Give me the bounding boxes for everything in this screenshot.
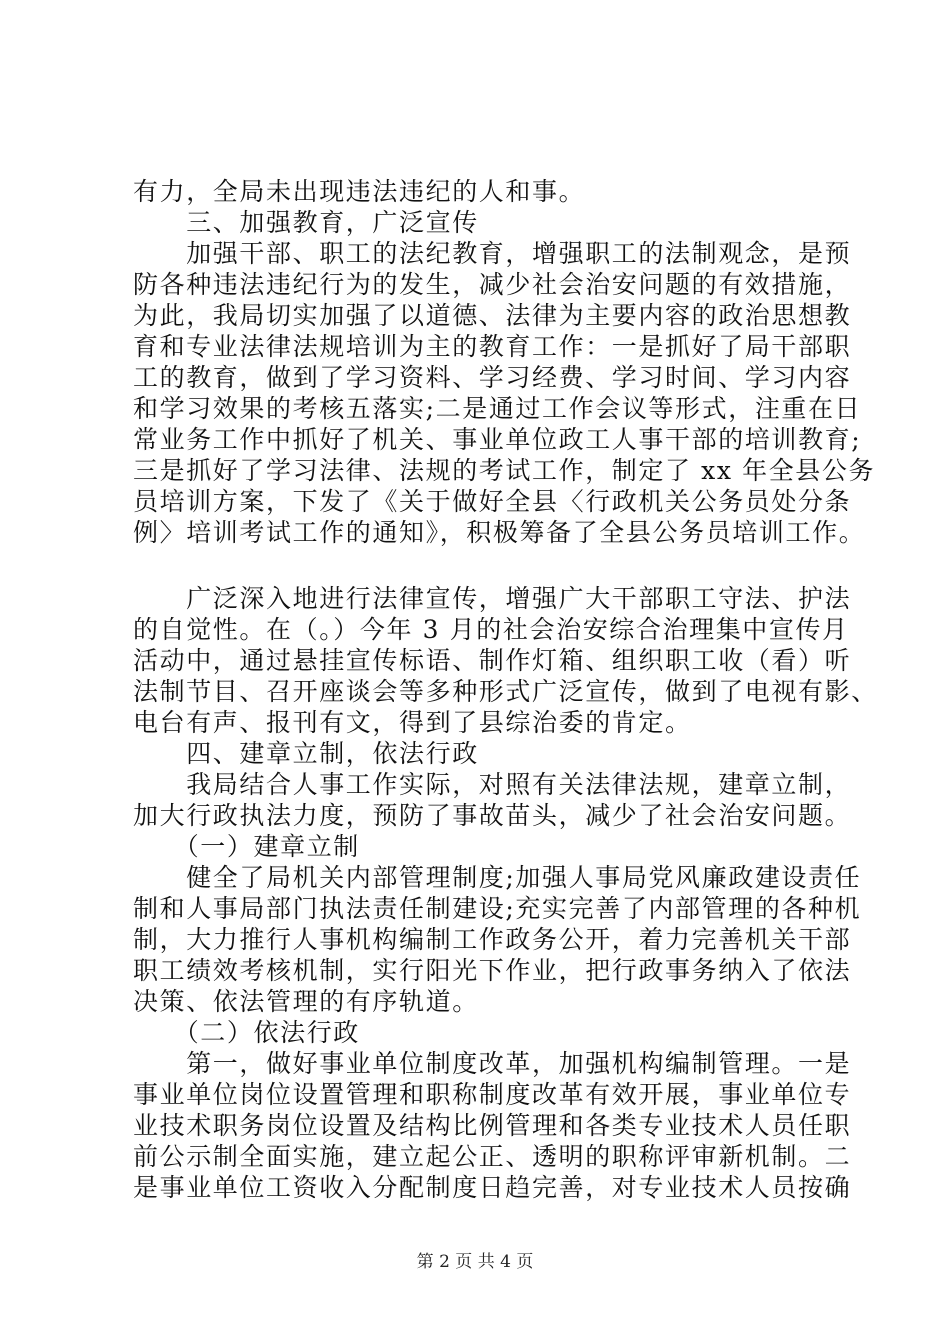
text-line: 第一，做好事业单位制度改革，加强机构编制管理。一是: [133, 1049, 852, 1078]
paragraph-gap: [133, 548, 845, 583]
page-footer: 第 2 页 共 4 页: [416, 1252, 534, 1272]
text-line: 健全了局机关内部管理制度;加强人事局党风廉政建设责任: [133, 863, 862, 892]
text-line: 的自觉性。在（。）今年 3 月的社会治安综合治理集中宣传月: [133, 615, 849, 644]
text-line: 四、建章立制，依法行政: [133, 739, 479, 768]
text-line: （二）依法行政: [133, 1018, 360, 1047]
text-line: 三是抓好了学习法律、法规的考试工作，制定了 xx 年全县公务: [133, 456, 876, 485]
text-line: 法制节目、召开座谈会等多种形式广泛宣传，做到了电视有影、: [133, 677, 878, 706]
text-line: （一）建章立制: [133, 832, 360, 861]
text-line: 防各种违法违纪行为的发生，减少社会治安问题的有效措施，: [133, 270, 852, 299]
text-line: 事业单位岗位设置管理和职称制度改革有效开展，事业单位专: [133, 1080, 852, 1109]
text-line: 三、加强教育，广泛宣传: [133, 208, 479, 237]
text-line: 例〉培训考试工作的通知》，积极筹备了全县公务员培训工作。: [133, 518, 866, 547]
text-line: 和学习效果的考核五落实;二是通过工作会议等形式，注重在日: [133, 394, 862, 423]
text-line: 广泛深入地进行法律宣传，增强广大干部职工守法、护法: [133, 584, 852, 613]
text-line: 电台有声、报刊有文，得到了县综治委的肯定。: [133, 708, 692, 737]
text-line: 育和专业法律法规培训为主的教育工作：一是抓好了局干部职: [133, 332, 852, 361]
text-line: 制，大力推行人事机构编制工作政务公开，着力完善机关干部: [133, 925, 852, 954]
text-line: 加大行政执法力度，预防了事故苗头，减少了社会治安问题。: [133, 801, 852, 830]
text-line: 前公示制全面实施，建立起公正、透明的职称评审新机制。二: [133, 1142, 852, 1171]
text-line: 有力，全局未出现违法违纪的人和事。: [133, 177, 586, 206]
text-line: 制和人事局部门执法责任制建设;充实完善了内部管理的各种机: [133, 894, 862, 923]
document-body: [133, 176, 878, 1203]
text-line: 活动中，通过悬挂宣传标语、制作灯箱、组织职工收（看）听: [133, 646, 852, 675]
text-line: 工的教育，做到了学习资料、学习经费、学习时间、学习内容: [133, 363, 852, 392]
text-line: 为此，我局切实加强了以道德、法律为主要内容的政治思想教: [133, 301, 852, 330]
text-line: 常业务工作中抓好了机关、事业单位政工人事干部的培训教育;: [133, 425, 862, 454]
text-line: 员培训方案，下发了《关于做好全县〈行政机关公务员处分条: [133, 487, 852, 516]
text-line: 职工绩效考核机制，实行阳光下作业，把行政事务纳入了依法: [133, 956, 852, 985]
text-line: 是事业单位工资收入分配制度日趋完善，对专业技术人员按确: [133, 1173, 852, 1202]
text-line: 加强干部、职工的法纪教育，增强职工的法制观念，是预: [133, 239, 852, 268]
text-line: 业技术职务岗位设置及结构比例管理和各类专业技术人员任职: [133, 1111, 852, 1140]
text-line: 我局结合人事工作实际，对照有关法律法规，建章立制，: [133, 770, 852, 799]
text-line: 决策、依法管理的有序轨道。: [133, 987, 479, 1016]
